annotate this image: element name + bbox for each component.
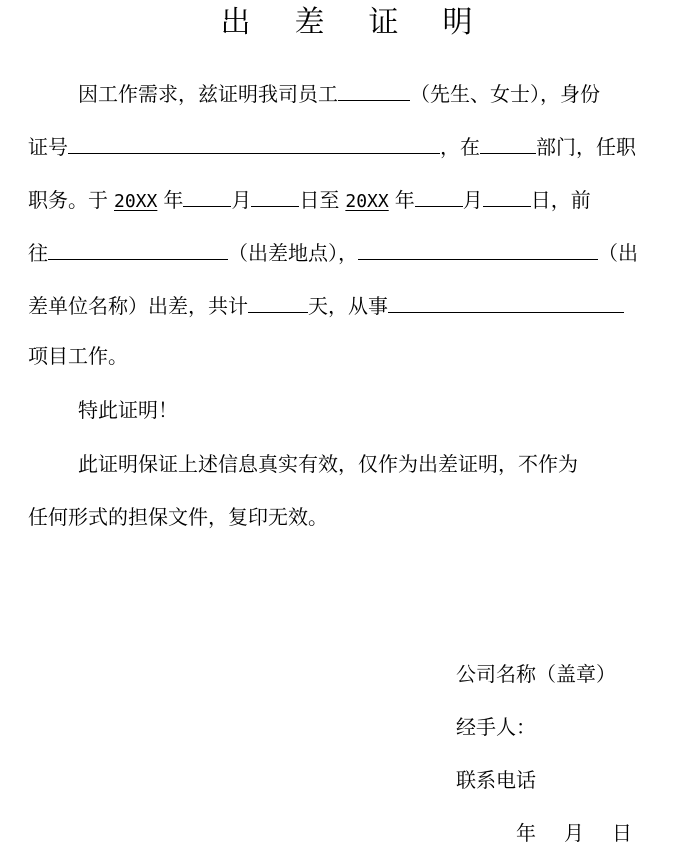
text-position-from: 职务。于 [28,188,108,212]
project-blank[interactable] [388,290,624,313]
phone-label: 联系电话 [456,768,536,792]
validity-line-1: 此证明保证上述信息真实有效，仅作为出差证明，不作为 [78,452,578,476]
text-destination-label: （出差地点）， [228,241,358,265]
text-department-position: 部门，任职 [536,135,636,159]
handler-label: 经手人： [456,715,536,739]
date-month-label: 月 [564,821,584,845]
end-day-blank[interactable] [483,184,531,207]
text-in: ，在 [440,135,480,159]
start-year-field[interactable]: 20XX [114,191,158,212]
text-month-1: 月 [231,188,252,212]
text-id-number-label: 证号 [28,135,68,159]
host-unit-blank[interactable] [358,237,598,260]
text-intro: 因工作需求，兹证明我司员工 [78,82,338,106]
text-host-unit-open: （出 [598,241,638,265]
department-blank[interactable] [480,131,536,154]
text-gender-id: （先生、女士），身份 [410,82,600,106]
company-seal-label: 公司名称（盖章） [456,662,616,686]
text-day-go: 日，前 [530,188,591,212]
date-year-label: 年 [516,821,536,845]
paragraph-line-2 [28,131,636,161]
text-to: 往 [28,241,48,265]
text-host-unit-close: 差单位名称）出差，共计 [28,294,248,318]
text-year-1: 年 [163,188,184,212]
paragraph-line-5 [28,290,624,320]
signature-date [516,819,632,847]
certify-statement: 特此证明！ [78,398,178,422]
text-day-to: 日至 [299,188,340,212]
paragraph-line-1 [78,78,600,108]
paragraph-line-6 [28,342,128,370]
paragraph-line-3 [28,184,591,216]
text-project-work: 项目工作。 [28,344,128,368]
text-year-2: 年 [394,188,415,212]
end-year-field[interactable]: 20XX [345,191,389,212]
start-month-blank[interactable] [183,184,231,207]
validity-line-2: 任何形式的担保文件，复印无效。 [28,505,328,529]
id-number-blank[interactable] [68,131,440,154]
destination-blank[interactable] [48,237,228,260]
paragraph-line-4 [28,237,638,267]
document-title: 出差证明 [220,5,517,40]
date-day-label: 日 [612,821,632,845]
text-days-engage: 天，从事 [308,294,388,318]
employee-name-blank[interactable] [338,78,410,101]
start-day-blank[interactable] [251,184,299,207]
text-month-2: 月 [462,188,483,212]
days-blank[interactable] [248,290,308,313]
end-month-blank[interactable] [415,184,463,207]
